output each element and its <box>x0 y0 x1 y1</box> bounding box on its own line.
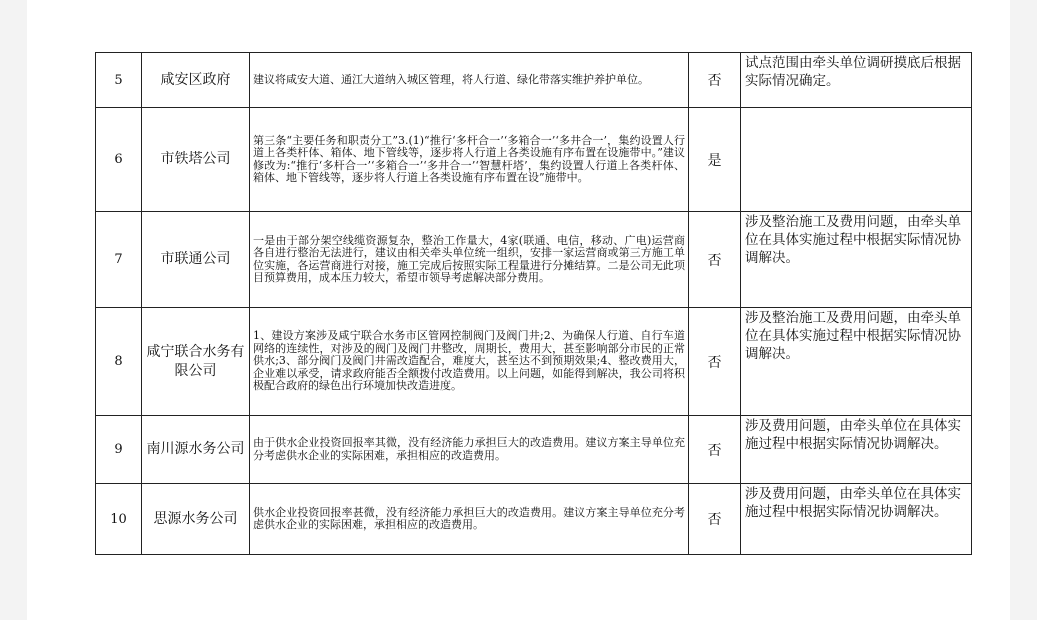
handling-reason: 涉及整治施工及费用问题，由牵头单位在具体实施过程中根据实际情况协调解决。 <box>741 212 972 308</box>
opinion-text: 由于供水企业投资回报率其微，没有经济能力承担巨大的改造费用。建议方案主导单位充分考虑供水企业的实际困难，承担相应的改造费用。 <box>250 416 689 484</box>
row-number: 7 <box>96 212 142 308</box>
submitting-unit: 咸安区政府 <box>142 53 250 108</box>
row-number: 6 <box>96 108 142 212</box>
table-row <box>96 416 972 484</box>
row-number: 8 <box>96 308 142 416</box>
submitting-unit: 市铁塔公司 <box>142 108 250 212</box>
opinion-text: 供水企业投资回报率甚微，没有经济能力承担巨大的改造费用。建议方案主导单位充分考虑供水企业的实际困难，承担相应的改造费用。 <box>250 484 689 555</box>
table-row <box>96 308 972 416</box>
opinion-text: 第三条“主要任务和职责分工”3.(1)“推行‘多杆合一’‘多箱合一’‘多井合一’，集约设置人行道上各类杆体、箱体、地下管线等，逐步将人行道上各类设施有序布置在设施带中。”建议修改为:“推行‘多杆合一’‘多箱合一’‘多井合一’‘智慧杆塔’，集约设置人行道上各类杆体、箱体、地下管线等，逐步将人行道上各类设施有序布置在设”施带中。 <box>250 108 689 212</box>
adopted-status: 否 <box>689 212 741 308</box>
opinions-table <box>95 52 972 555</box>
row-number: 5 <box>96 53 142 108</box>
handling-reason: 涉及费用问题，由牵头单位在具体实施过程中根据实际情况协调解决。 <box>741 416 972 484</box>
table-row <box>96 212 972 308</box>
submitting-unit: 南川源水务公司 <box>142 416 250 484</box>
submitting-unit: 咸宁联合水务有限公司 <box>142 308 250 416</box>
handling-reason <box>741 108 972 212</box>
handling-reason: 试点范围由牵头单位调研摸底后根据实际情况确定。 <box>741 53 972 108</box>
handling-reason: 涉及整治施工及费用问题，由牵头单位在具体实施过程中根据实际情况协调解决。 <box>741 308 972 416</box>
handling-reason: 涉及费用问题，由牵头单位在具体实施过程中根据实际情况协调解决。 <box>741 484 972 555</box>
adopted-status: 是 <box>689 108 741 212</box>
table-row <box>96 53 972 108</box>
document-page <box>27 0 1010 620</box>
adopted-status: 否 <box>689 53 741 108</box>
opinion-text: 建议将咸安大道、通江大道纳入城区管理，将人行道、绿化带落实维护养护单位。 <box>250 53 689 108</box>
row-number: 9 <box>96 416 142 484</box>
opinion-text: 一是由于部分架空线缆资源复杂，整治工作量大，4家(联通、电信，移动、广电)运营商各自进行整治无法进行，建议由相关牵头单位统一组织，安排一家运营商或第三方施工单位实施，各运营商进行对接，施工完成后按照实际工程量进行分摊结算。二是公司无此项目预算费用，成本压力较大，希望市领导考虑解决部分费用。 <box>250 212 689 308</box>
table-row <box>96 484 972 555</box>
row-number: 10 <box>96 484 142 555</box>
opinion-text: 1、建设方案涉及咸宁联合水务市区管网控制阀门及阀门井;2、为确保人行道、自行车道网络的连续性，对涉及的阀门及阀门井整改，周期长，费用大，甚至影响部分市民的正常供水;3、部分阀门及阀门井需改造配合，难度大，甚至达不到预期效果;4、整改费用大，企业难以承受，请求政府能否全额拨付改造费用。以上问题，如能得到解决，我公司将积极配合政府的绿色出行环境加快改造进度。 <box>250 308 689 416</box>
submitting-unit: 市联通公司 <box>142 212 250 308</box>
table-row <box>96 108 972 212</box>
adopted-status: 否 <box>689 484 741 555</box>
adopted-status: 否 <box>689 416 741 484</box>
adopted-status: 否 <box>689 308 741 416</box>
submitting-unit: 思源水务公司 <box>142 484 250 555</box>
